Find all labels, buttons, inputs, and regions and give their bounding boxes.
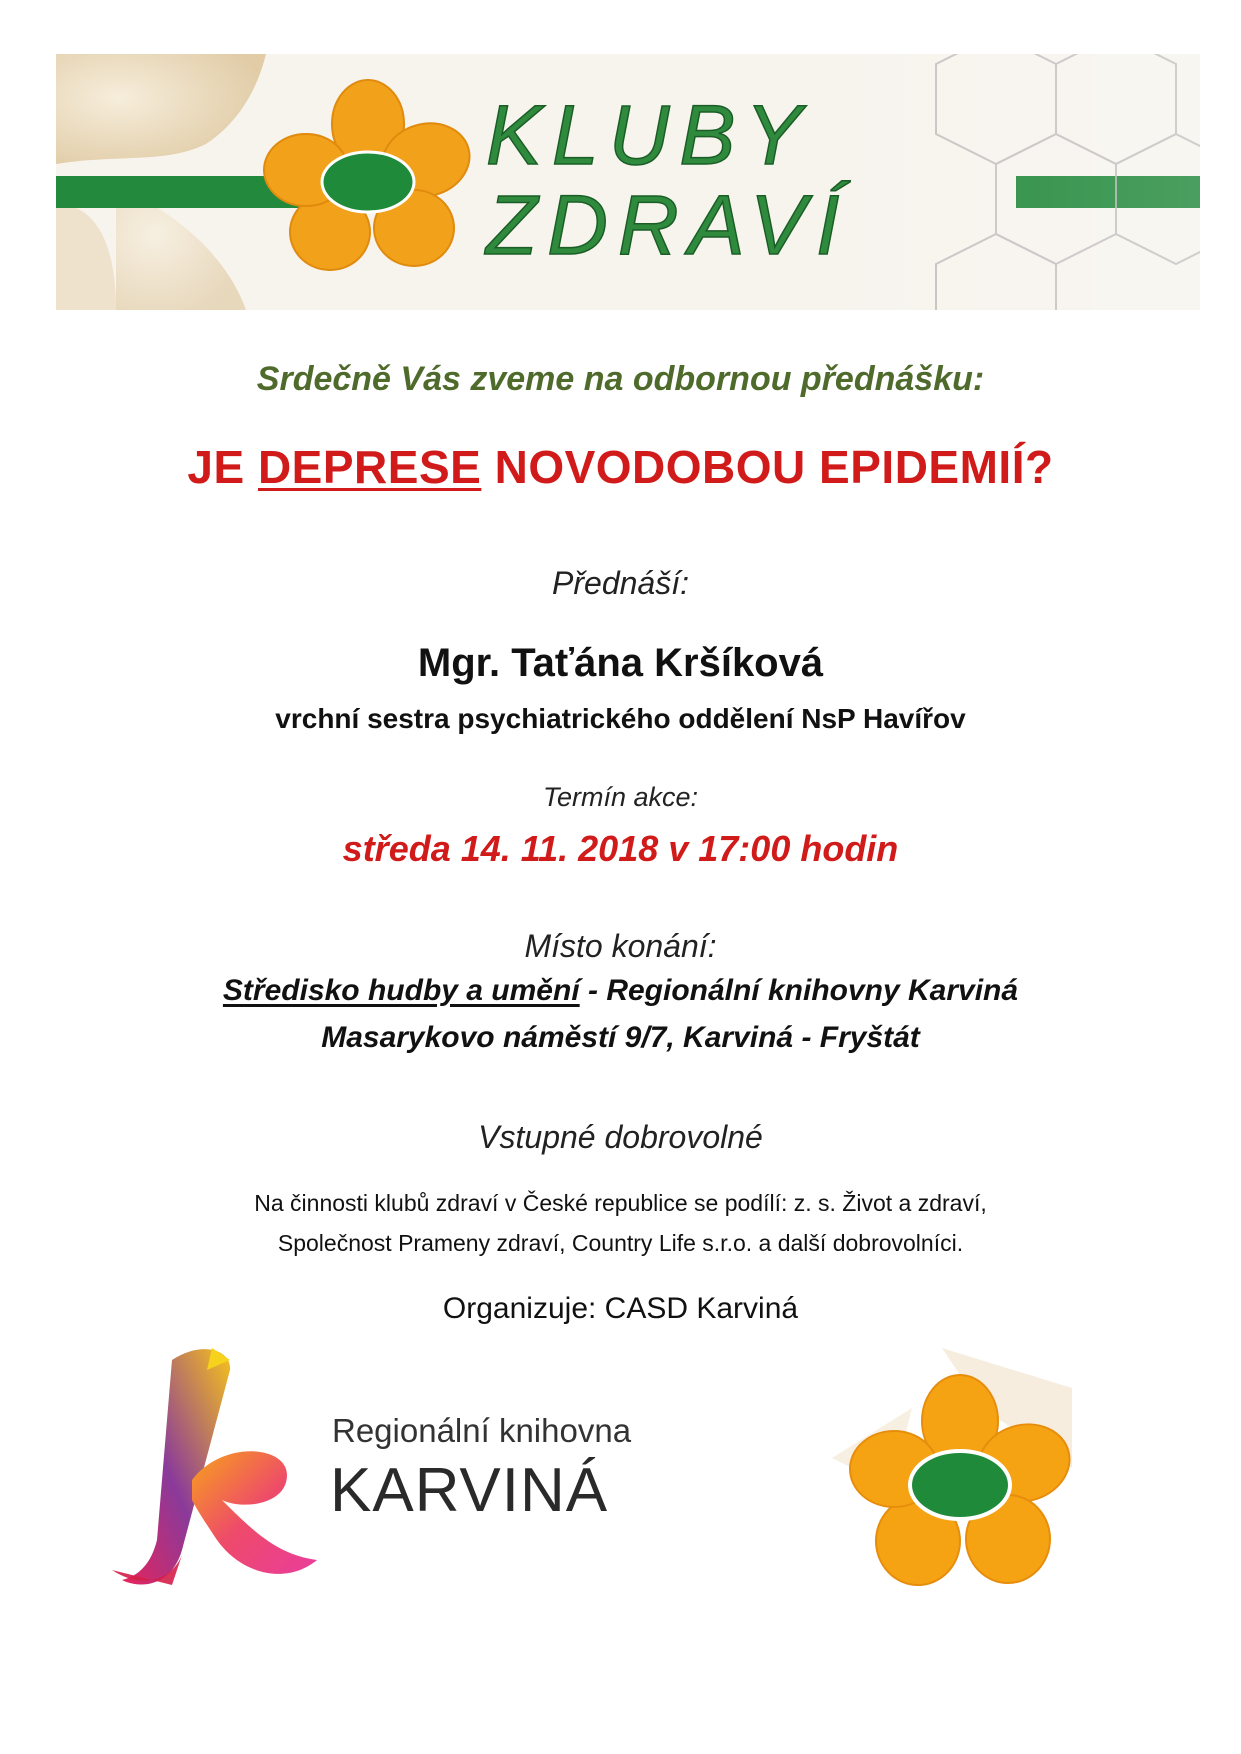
date-value: středa 14. 11. 2018 v 17:00 hodin	[342, 828, 899, 869]
organizer: Organizuje: CASD Karviná	[442, 1292, 799, 1325]
banner-title-line1: KLUBY	[486, 88, 812, 182]
library-name-line2: KARVINÁ	[330, 1456, 609, 1525]
entry-fee: Vstupné dobrovolné	[478, 1119, 763, 1155]
invite-text: Srdečně Vás zveme na odbornou přednášku:	[256, 360, 985, 398]
banner-title-line2: ZDRAVÍ	[486, 178, 850, 272]
headline-part1: JE	[187, 441, 258, 493]
library-name-line1: Regionální knihovna	[332, 1412, 632, 1449]
venue-rest: - Regionální knihovny Karviná	[579, 974, 1019, 1007]
banner	[56, 54, 1200, 310]
library-k-logo-icon	[112, 1340, 322, 1592]
headline-part2: DEPRESE	[257, 441, 482, 493]
date-label: Termín akce:	[542, 782, 699, 812]
lecturer-role: vrchní sestra psychiatrického oddělení NsP Havířov	[275, 703, 966, 734]
lecturer-label: Přednáší:	[552, 565, 689, 601]
banner-graphic	[56, 54, 1200, 310]
lecturer-name: Mgr. Taťána Kršíková	[417, 641, 824, 685]
venue-address: Masarykovo náměstí 9/7, Karviná - Fryštát	[321, 1021, 920, 1054]
headline	[0, 440, 1241, 494]
venue-line-1	[0, 974, 1241, 1008]
venue-name: Středisko hudby a umění	[222, 974, 580, 1007]
headline-part3: NOVODOBOU EPIDEMIÍ?	[481, 441, 1054, 493]
venue-label: Místo konání:	[524, 928, 717, 964]
note-line-2: Společnost Prameny zdraví, Country Life s.r.o. a další dobrovolníci.	[277, 1230, 964, 1256]
flower-logo-icon	[832, 1348, 1072, 1598]
note-line-1: Na činnosti klubů zdraví v České republice se podílí: z. s. Život a zdraví,	[254, 1190, 987, 1216]
